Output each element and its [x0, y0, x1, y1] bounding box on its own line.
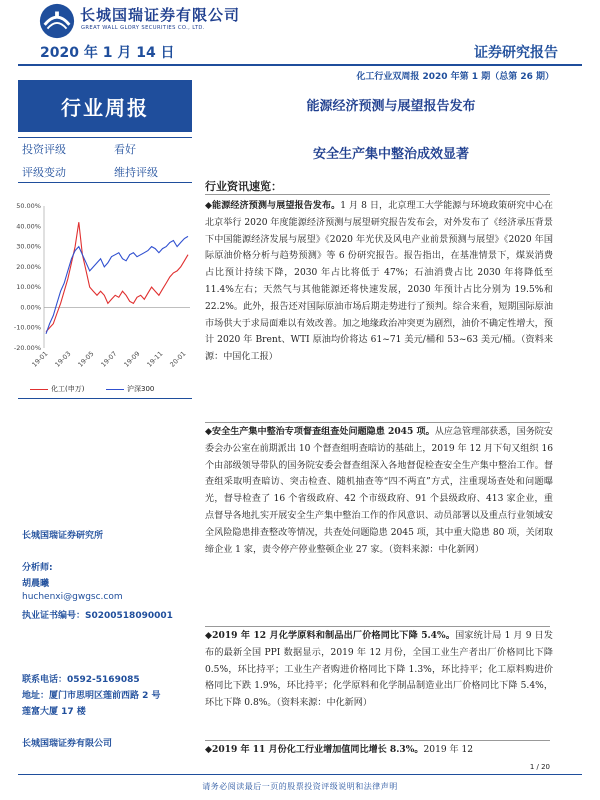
rating-rule: [18, 137, 192, 138]
y-tick-label: 40.00%: [16, 222, 41, 231]
phone: 联系电话：0592-5169085: [22, 675, 140, 685]
rating-row: [22, 164, 158, 180]
section-rule: [205, 194, 550, 195]
legend-label: 化工(申万): [51, 385, 85, 393]
y-tick-label: 30.00%: [16, 242, 41, 251]
x-tick-label: 19-07: [99, 349, 119, 369]
news-item: [205, 424, 553, 558]
performance-chart: [4, 198, 196, 378]
disclaimer: 请务必阅读最后一页的股票投资评级说明和法律声明: [202, 782, 398, 791]
report-type: 证券研究报告: [474, 45, 558, 61]
y-tick-label: -10.00%: [13, 323, 41, 332]
news-body: 从应急管理部获悉，国务院安委会办公室在前期派出 10 个督查组明查暗访的基础上，2019 年 12 月下旬又组织 16 个由部级领导带队的国务院安委会督查组深入各地督促检查安全生产集中整治工作。督查组采取明查暗访、突击检查、随机抽查等“四不两直”方式，注重现场查处和问题曝光，督导检查了 16 个省级政府、42 个市级政府、91 个县级政府、413 家企业，重点督导各地扎实开展安全生产集中整治工作的作风意识、动员部署以及重点行业领域安全风险隐患排查整改等情况，共查处问题隐患 2045 项，其中重大隐患 80 项，关闭取缔企业 1 家，责令停产停业整顿企业 27 家。（资料来源：中化新网）: [205, 427, 554, 555]
rating-row: [22, 141, 136, 157]
y-tick-label: 10.00%: [16, 283, 41, 292]
rating-label: 评级变动: [22, 166, 66, 179]
headline: 安全生产集中整治成效显著: [312, 147, 469, 162]
legend-swatch: [30, 389, 48, 390]
headline: 能源经济预测与展望报告发布: [306, 99, 476, 114]
news-lead: ◆2019 年 11 月份化工行业增加值同比增长 8.3%。: [205, 744, 424, 755]
header-rule: [18, 64, 582, 66]
issue-label: 化工行业双周报 2020 年第 1 期（总第 26 期）: [356, 72, 554, 82]
legend-rule: [18, 398, 192, 399]
x-tick-label: 19-05: [76, 349, 96, 369]
news-divider: [205, 422, 550, 423]
y-tick-label: 20.00%: [16, 262, 41, 271]
analyst-label: 分析师:: [22, 563, 53, 573]
address: 地址：厦门市思明区莲前西路 2 号: [22, 691, 161, 701]
news-body: 国家统计局 1 月 9 日发布的最新全国 PPI 数据显示，2019 年 12 月份，全国工业生产者出厂价格同比下降 0.5%，环比持平；工业生产者购进价格同比下降 1.3%，环比持平；化工原料购进价格同比下跌 1.9%，环比持平；化学原料和化学制品制造业出厂价格同比下降 5.4%，环比下降 0.8%。（资料来源：中化新网）: [205, 631, 553, 709]
y-tick-label: -20.00%: [13, 344, 41, 352]
legend-item: [30, 384, 84, 394]
news-item: [205, 742, 553, 759]
y-tick-label: 0.00%: [20, 303, 41, 312]
rating-label: 投资评级: [22, 143, 66, 156]
series-line: [46, 236, 188, 333]
address: 莲富大厦 17 楼: [22, 707, 86, 717]
institute: 长城国瑞证券研究所: [22, 531, 104, 541]
x-tick-label: 19-09: [122, 349, 142, 369]
legend-item: [106, 384, 154, 394]
x-tick-label: 19-01: [30, 349, 50, 369]
rating-rule: [18, 182, 192, 183]
analyst-name: 胡晨曦: [22, 579, 50, 589]
report-date: 2020 年 1 月 14 日: [40, 45, 175, 61]
news-body: 1 月 8 日，北京理工大学能源与环境政策研究中心在北京举行 2020 年度能源经济预测与展望研究报告发布会，对外发布了《经济承压背景下中国能源经济发展与展望》《2020 年光伏及风电产业前景预测与展望》《2020 年国际原油价格分析与趋势预测》等 6 份研究报告。报告指出，在基准情景下，煤炭消费占比预计持续下降，2030 年占比将低于 47%；石油消费占比 2030 年将降低至 11.4%左右；天然气与其他能源还将快速发展，2030 年预计占比分别为 19.5%和 22.2%。此外，报告还对国际原油市场后期走势进行了预判。综合来看，短期国际原油市场供大于求局面难以有效改善。加之地缘政治冲突更为剧烈，油价不确定性增大，预计 2020 年 Brent、WTI 原油均价将达 61~71 美元/桶和 53~63 美元/桶。（资料来源：中国化工报）: [205, 201, 553, 363]
x-tick-label: 20-01: [168, 349, 188, 369]
news-divider: [205, 740, 550, 741]
weekly-label: 行业周报: [18, 80, 192, 132]
news-item: [205, 628, 553, 712]
series-line: [46, 222, 188, 332]
x-tick-label: 19-11: [145, 349, 165, 369]
company-name: 长城国瑞证券有限公司: [80, 6, 241, 24]
section-title: 行业资讯速览：: [205, 180, 282, 193]
rating-value: 维持评级: [114, 166, 158, 179]
news-divider: [205, 626, 550, 627]
footer-rule: [18, 774, 582, 775]
license-number: 执业证书编号：S0200518090001: [22, 611, 173, 621]
legend-label: 沪深300: [127, 385, 155, 393]
news-lead: ◆安全生产集中整治专项督查组查处问题隐患 2045 项。: [205, 426, 435, 437]
legend-swatch: [106, 389, 124, 390]
x-tick-label: 19-03: [53, 349, 73, 369]
analyst-email[interactable]: huchenxi@gwgsc.com: [22, 592, 123, 602]
news-lead: ◆2019 年 12 月化学原料和制品出厂价格同比下降 5.4%。: [205, 630, 456, 641]
company-logo-icon: [38, 2, 76, 40]
news-body: 2019 年 12: [423, 745, 474, 755]
company-footer: 长城国瑞证券有限公司: [22, 739, 113, 749]
company-name-en: GREAT WALL GLORY SECURITIES CO., LTD.: [81, 25, 205, 31]
rating-value: 看好: [114, 143, 136, 156]
news-item: [205, 198, 553, 366]
y-tick-label: 50.00%: [16, 202, 41, 210]
news-lead: ◆能源经济预测与展望报告发布。: [205, 200, 341, 211]
page-number: 1 / 20: [529, 763, 550, 771]
